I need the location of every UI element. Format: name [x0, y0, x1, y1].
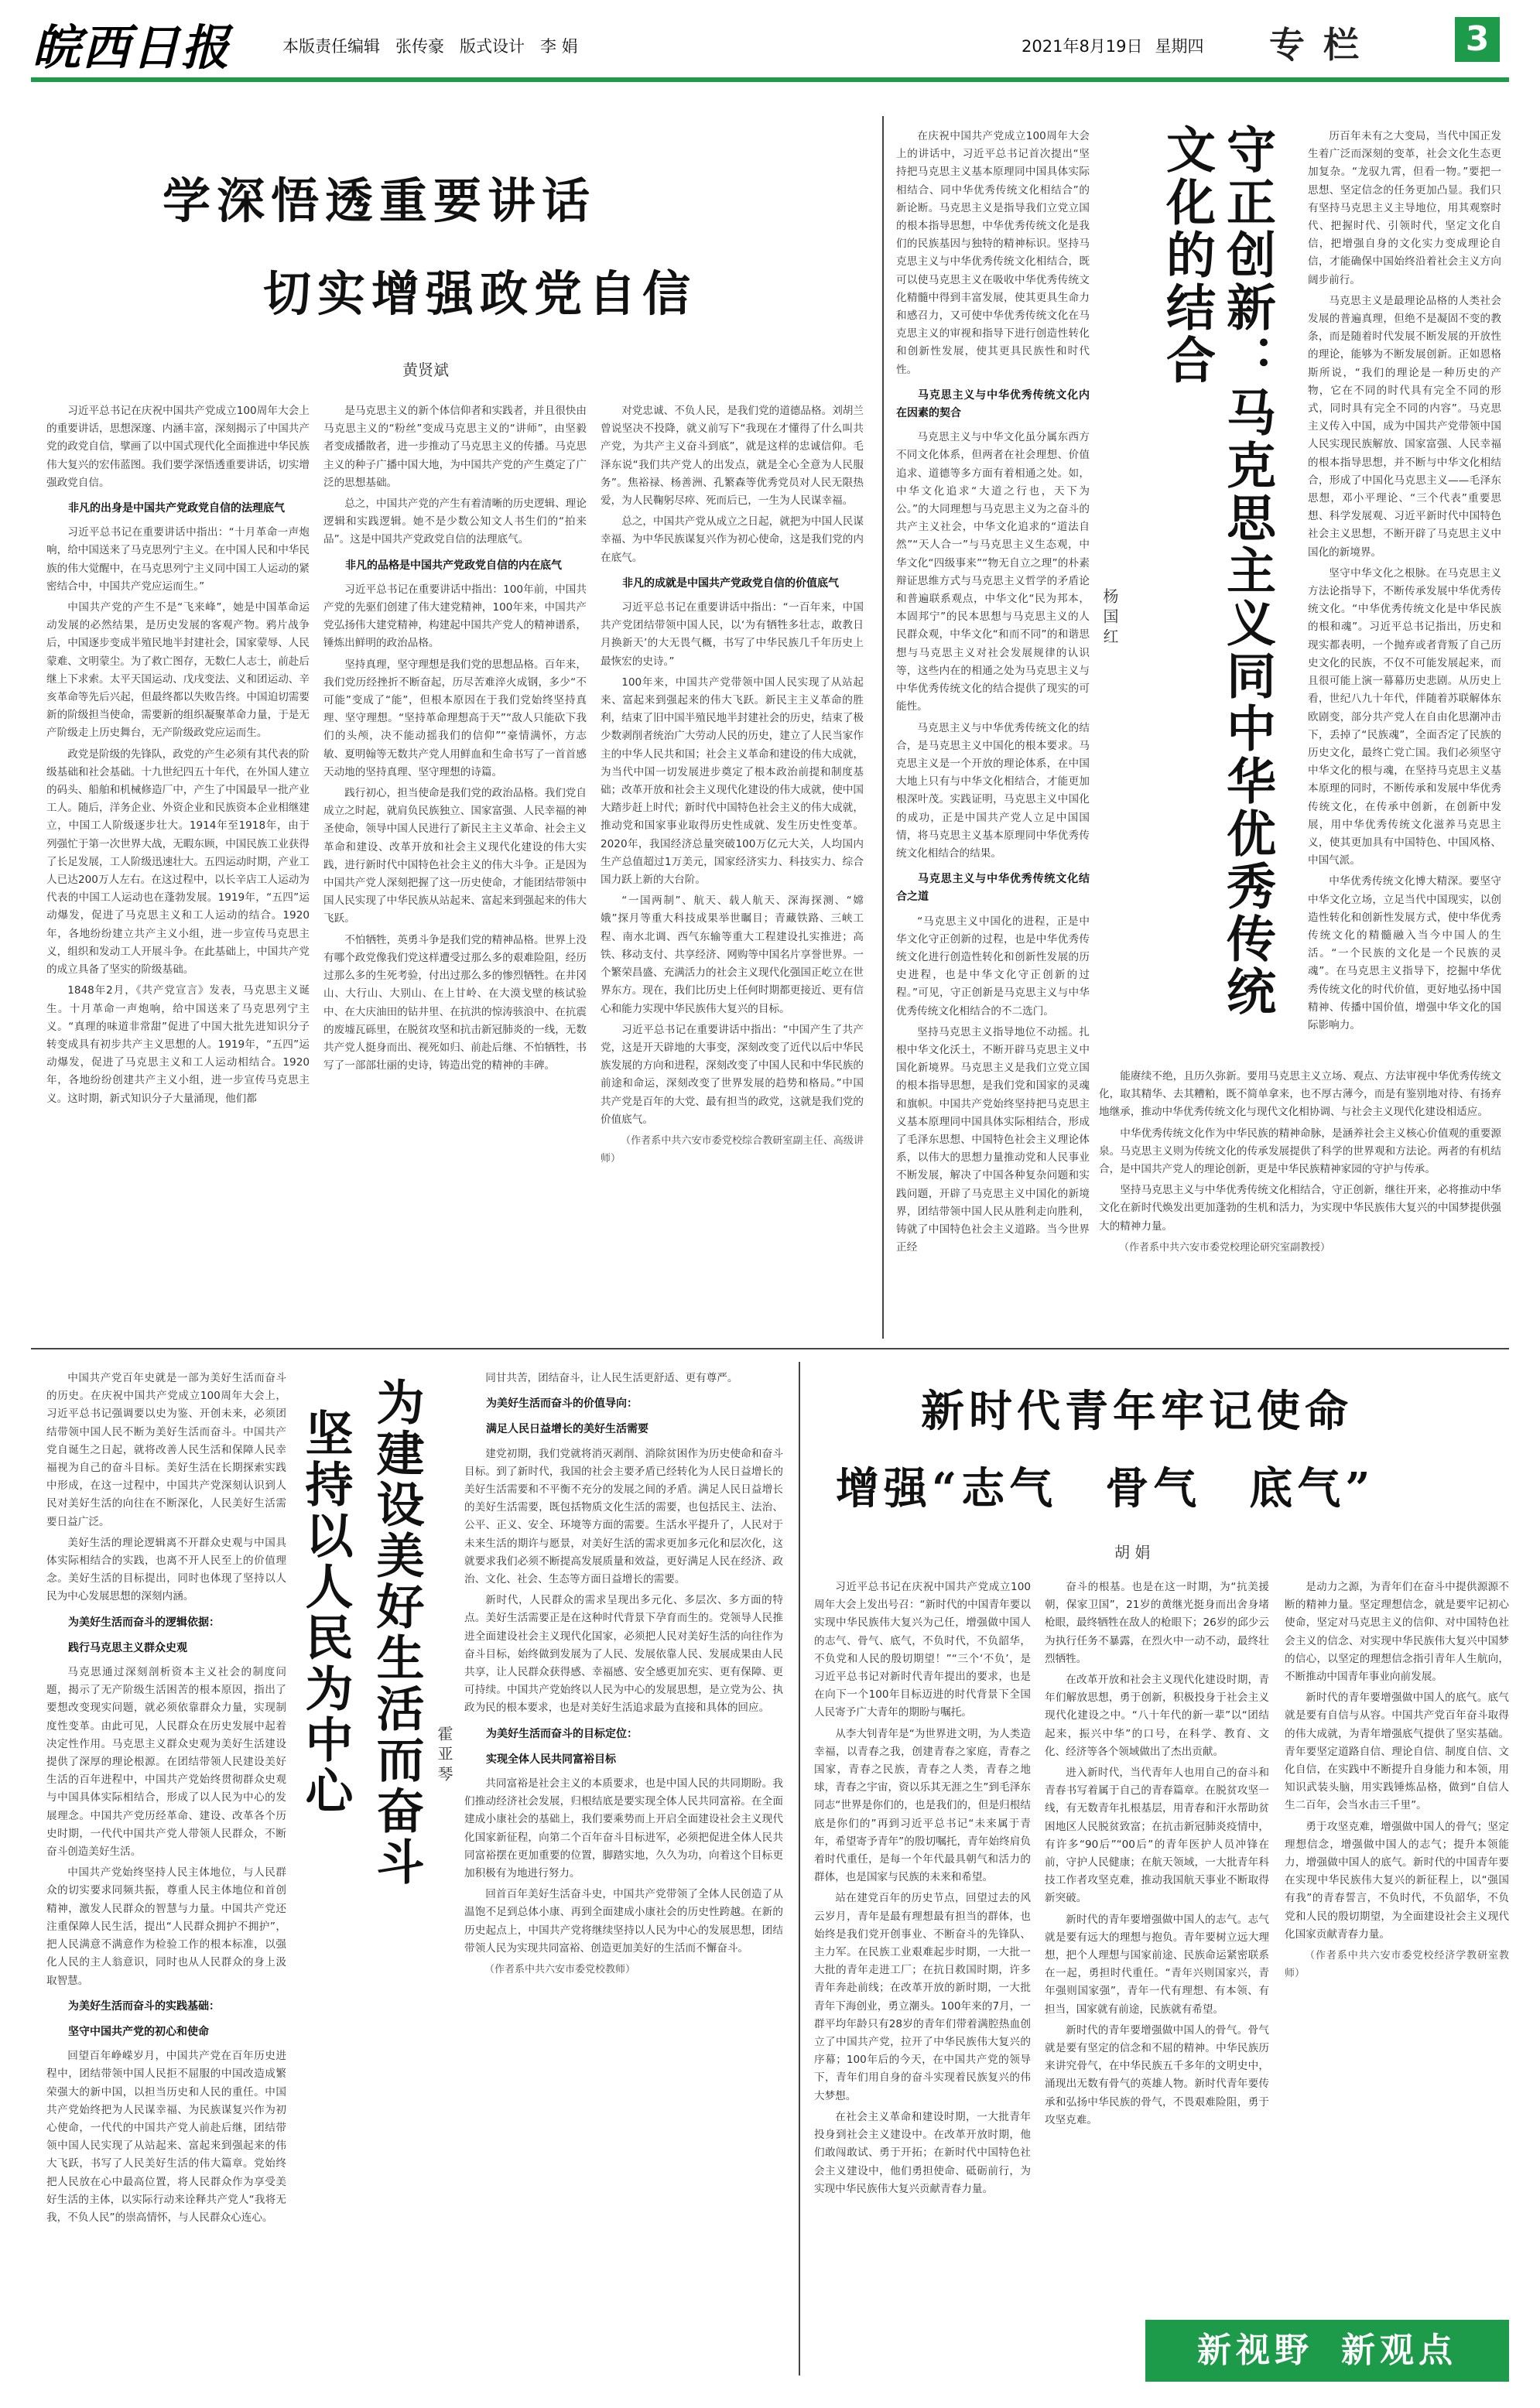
column-divider	[799, 1362, 800, 2376]
paragraph: 中国共产党百年史就是一部为美好生活而奋斗的历史。在庆祝中国共产党成立100周年大会上，习近平总书记强调要以史为鉴、开创未来，必须团结带领中国人民不断为美好生活而奋斗。中国共产党自诞生之日起，就将改善人民生活和保障人民幸福视为自己的奋斗目标。美好生活在长期探索实践中形成，在这一过程中，中国共产党深刻认识到人民对美好生活的向往在不断深化，人民美好生活需要日益广泛。	[46, 1372, 286, 1528]
paragraph: 在社会主义革命和建设时期，一大批青年投身到社会主义建设中。在改革开放时期，他们敢闯敢试、勇于开拓；在新时代中国特色社会主义建设中，他们勇担使命、砥砺前行，为实现中华民族伟大复兴贡献青春力量。	[814, 2110, 1031, 2195]
paragraph: 对党忠诚、不负人民，是我们党的道德品格。刘胡兰曾说坚决不投降，就义前写下“我现在才懂得了什么叫共产党，为共产主义奋斗到底”，就是这样的忠诚信仰。毛泽东说“我们共产党人的出发点，就是全心全意为人民服务”。焦裕禄、杨善洲、孔繁森等优秀党员对人民无限热爱，为人民鞠躬尽瘁、死而后已，一生为人民谋幸福。	[601, 405, 864, 508]
paragraph: 坚守中华文化之根脉。在马克思主义方法论指导下，不断传承发展中华优秀传统文化。“中华优秀传统文化是中华民族的根和魂”。习近平总书记指出，历史和现实都表明，一个抛弃或者背叛了自己历史文化的民族，不仅不可能发展起来，而且很可能上演一幕幕历史悲剧。从历史上看，世纪八九十年代，伴随着苏联解体东欧剧变，部分共产党人在自由化思潮冲击下，丢掉了“民族魂”，全面否定了民族的历史文化，最终亡党亡国。我们必须坚守中华文化的根与魂，在坚持马克思主义基本原理的同时，不断传承和发展中华优秀传统文化，在传承中创新，在创新中发展，用中华优秀传统文化滋养马克思主义，使其更加具有中国特色、中国风格、中国气派。	[1308, 566, 1501, 867]
paragraph: 建党初期，我们党就将消灭剥削、消除贫困作为历史使命和奋斗目标。到了新时代，我国的社会主要矛盾已经转化为人民日益增长的美好生活需要和不平衡不充分的发展之间的矛盾。满足人民日益增长的美好生活需要，既包括物质文化生活的需要，也包括民主、法治、公平、正义、安全、环境等方面的需要。生活水平提升了，人民对于未来生活的期许与愿景，对美好生活的需求更加多元化和层次化，这就要求我们必须不断提高发展质量和效益，更好满足人民在经济、政治、文化、社会、生态等方面日益增长的需要。	[464, 1447, 783, 1586]
paragraph: 新时代的青年要增强做中国人的骨气。骨气就是要有坚定的信念和不屈的精神。中华民族历来讲究骨气，在中华民族五千多年的文明史中，涌现出无数有骨气的英雄人物。新时代青年要传承和弘扬中华民族的骨气，不畏艰难险阻，勇于攻坚克难。	[1045, 2023, 1269, 2126]
issue-weekday: 星期四	[1155, 37, 1204, 56]
paragraph: 是动力之源，为青年们在奋斗中提供源源不断的精神力量。坚定理想信念，就是要牢记初心使命，坚定对马克思主义的信仰、对中国特色社会主义的信念、对实现中华民族伟大复兴中国梦的信心，以坚定的理想信念指引青年人生航向，不断推动中国青年事业向前发展。	[1285, 1581, 1509, 1684]
paragraph: 坚持真理，坚守理想是我们党的思想品格。百年来，我们党历经挫折不断奋起，历尽苦难淬火成钢，多少“不可能”变成了“能”，但根本原因在于我们党始终坚持真理、坚守理想。“坚持革命理想高于天”“敌人只能砍下我们的头颅，决不能动摇我们的信仰”“豪情满怀，方志敏、夏明翰等无数共产党人用鲜血和生命书写了一首首感天动地的坚持真理、坚守理想的诗篇。	[323, 658, 587, 778]
paragraph: 总之，中国共产党的产生有着清晰的历史逻辑、理论逻辑和实践逻辑。她不是少数公知文人书生们的“拍来品”。这是中国共产党政党自信的法理底气。	[323, 498, 587, 546]
article-2-column-1	[896, 128, 1090, 1335]
paragraph: 习近平总书记在重要讲话中指出：“一百年来，中国共产党团结带领中国人民，以‘为有牺牲多壮志，敢教日月换新天’的大无畏气概，书写了中华民族几千年历史上最恢宏的史诗。”	[601, 601, 864, 668]
article-1-column-3	[601, 402, 864, 1331]
paragraph: 新时代，人民群众的需求呈现出多元化、多层次、多方面的特点。美好生活需要正是在这种时代背景下孕育而生的。党领导人民推进全面建设社会主义现代化国家，必须把人民对美好生活的向往作为奋斗目标，始终做到发展为了人民、发展依靠人民、发展成果由人民共享，让人民群众获得感、幸福感、安全感更加充实、更有保障、更可持续。中国共产党始终以人民为中心的发展思想，是立党为公、执政为民的根本要求，也是对美好生活追求最为直接和具体的回应。	[464, 1594, 783, 1715]
paragraph: 能赓续不绝，且历久弥新。要用马克思主义立场、观点、方法审视中华优秀传统文化，取其精华、去其糟粕，既不简单拿来，也不厚古薄今，而是有鉴别地对待、有扬弃地继承，推动中华优秀传统文化与现代文化相协调、与社会主义现代化建设相适应。	[1099, 1070, 1501, 1119]
section-subheading: 为美好生活而奋斗的价值导向：	[486, 1397, 638, 1411]
article-4-byline: 胡 娟	[1114, 1543, 1151, 1561]
paragraph: 是马克思主义的新个体信仰者和实践者，并且很快由马克思主义的“粉丝”变成马克思主义的“讲师”，由坚毅者变成播散者，进一步推动了马克思主义的传播。马克思主义的种子广播中国大地，为中国共产党的产生奠定了广泛的思想基础。	[323, 405, 587, 489]
article-1-column-1	[46, 402, 310, 1331]
paragraph: 在改革开放和社会主义现代化建设时期，青年们解放思想，勇于创新，积极投身于社会主义现代化建设之中。“八十年代的新一辈”以“团结起来，振兴中华”的口号，在科学、教育、文化、经济等各个领域做出了杰出贡献。	[1045, 1674, 1269, 1758]
section-subheading: 实现全体人民共同富裕目标	[486, 1753, 616, 1766]
designer-label: 版式设计	[460, 37, 525, 56]
paragraph: 勇于攻坚克难，增强做中国人的骨气；坚定理想信念，增强做中国人的志气；提升本领能力，增强做中国人的底气。新时代的中国青年要在实现中华民族伟大复兴的新征程上，以“强国有我”的青春誓言，不负时代，不负韶华，不负党和人民的殷切期望，为全面建设社会主义现代化国家贡献青春力量。	[1285, 1820, 1509, 1941]
newspaper-logo: 皖西日报	[33, 19, 231, 76]
article-2-byline: 杨国红	[1100, 588, 1119, 648]
banner-left-text: 新视野	[1197, 2331, 1313, 2370]
paragraph: 总之，中国共产党从成立之日起，就把为中国人民谋幸福、为中华民族谋复兴作为初心使命，这是我们党的内在底气。	[601, 515, 864, 564]
masthead	[0, 0, 1540, 85]
masthead-rule	[31, 77, 1509, 82]
article-1-column-2	[323, 402, 587, 1331]
paragraph: 马克思主义是最理论品格的人类社会发展的普遍真理，但绝不是凝固不变的教条，而是随着时代发展不断发展的开放性的理论，能够为不断发展创新。正如恩格斯所说，“我们的理论是一种历史的产物，它在不同的时代具有完全不同的形式，同时具有完全不同的内容”。马克思主义传入中国，成为中国共产党带领中国人民实现民族解放、国家富强、人民幸福的根本指导思想，并不断与中华文化相结合，形成了中国化马克思主义——毛泽东思想，邓小平理论、“三个代表”重要思想、科学发展观、习近平新时代中国特色社会主义思想，不断开辟了马克思主义中国化的新境界。	[1308, 294, 1501, 559]
paragraph: 不怕牺牲，英勇斗争是我们党的精神品格。世界上没有哪个政党像我们党这样遭受过那么多的艰难险阻，经历过那么多的生死考验，付出过那么多的惨烈牺牲。在井冈山、大行山、大别山、在上甘岭、在大漠戈壁的核试验中、在大庆油田的钻井里、在抗洪的惊涛骇浪中、在抗震的废墟瓦砾里，在脱贫攻坚和抗击新冠肺炎的一线，无数共产党人挺身而出、视死如归、前赴后继、不怕牺牲，书写了一部部壮丽的史诗，铸造出党的精神的丰碑。	[323, 933, 587, 1072]
article-3-column-2	[464, 1370, 783, 2376]
article-1-byline: 黄贤斌	[402, 361, 449, 379]
section-subheading: 满足人民日益增长的美好生活需要	[486, 1423, 649, 1436]
editor-label: 本版责任编辑	[282, 37, 380, 56]
paragraph: 习近平总书记在庆祝中国共产党成立100周年大会上发出号召：“新时代的中国青年要以实现中华民族伟大复兴为己任，增强做中国人的志气、骨气、底气，不负时代，不负韶华，不负党和人民的殷切期望！”“三个‘不负’，是习近平总书记对新时代青年提出的要求，也是在向下一个100年目标迈进的时代背景下全国人民寄予广大青年的期盼与嘱托。	[814, 1581, 1031, 1719]
paragraph: 践行初心，担当使命是我们党的政治品格。我们党自成立之时起，就肩负民族独立、国家富强、人民幸福的神圣使命，领导中国人民进行了新民主主义革命、社会主义革命和建设、改革开放和社会主义现代化建设的伟大实践，进行新时代中国特色社会主义的伟大斗争。正是因为中国共产党人深刻把握了这一历史使命，才能团结带领中国人民实现了中华民族从站起来、富起来到强起来的伟大飞跃。	[323, 787, 587, 925]
paragraph: 马克思主义与中华文化虽分属东西方不同文化体系，但两者在社会理想、价值追求、道德等多方面有着相通之处。如，中华文化追求“大道之行也，天下为公。”的大同理想与马克思主义为之奋斗的共产主义社会，中华文化追求的“道法自然”“天人合一”与马克思主义生态观，中华文化“四级事来”“物无自立之理”的朴素辩证思维方式与马克思主义哲学的矛盾论和普遍联系观点，中华文化“民为邦本，本固邦宁”的民本思想与马克思主义的人民群众观，中华文化“和而不同”的和谐思想与马克思主义对社会发展规律的认识等，这些内在的相通之处为马克思主义与中华优秀传统文化的结合提供了现实的可能性。	[896, 431, 1090, 713]
article-4-column-1	[814, 1579, 1031, 2376]
paragraph: 100年来，中国共产党带领中国人民实现了从站起来、富起来到强起来的伟大飞跃。新民主主义革命的胜利，结束了旧中国半殖民地半封建社会的历史，结束了极少数剥削者统治广大劳动人民的历史，建立了人民当家作主的中华人民共和国；社会主义革命和建设的伟大成就，为当代中国一切发展进步奠定了根本政治前提和制度基础；改革开放和社会主义现代化建设的伟大成就，使中国大踏步赶上时代；新时代中国特色社会主义的伟大成就，推动党和国家事业取得历史性成就、发生历史性变革。2020年，我国经济总量突破100万亿元大关，人均国内生产总值超过1万美元，国家经济实力、科技实力、综合国力跃上新的大台阶。	[601, 676, 864, 887]
paragraph: 坚持马克思主义与中华优秀传统文化相结合，守正创新，继往开来，必将推动中华文化在新时代焕发出更加蓬勃的生机和活力，为实现中华民族伟大复兴的中国梦提供强大的精神力量。	[1099, 1184, 1501, 1233]
paragraph: 新时代的青年要增强做中国人的底气。底气就是要有自信与从容。中国共产党百年奋斗取得的伟大成就，为青年增强底气提供了坚实基础。青年要坚定道路自信、理论自信、制度自信、文化自信，在实践中不断提升自身能力和本领，用知识武装头脑，用实践锤炼品格，做到“自信人生二百年，会当水击三千里”。	[1285, 1691, 1509, 1812]
paragraph: 马克思主义与中华优秀传统文化的结合，是马克思主义中国化的根本要求。马克思主义是一个开放的理论体系，在中国大地上只有与中华文化相结合，才能更加根深叶茂。实践证明，马克思主义中国化的成功，正是中国共产党人立足中国国情，将马克思主义基本原理同中华优秀传统文化相结合的结果。	[896, 721, 1090, 860]
article-1-title-line-1: 学深悟透重要讲话	[163, 173, 597, 229]
article-3-title-column-2: 坚持以人民为中心	[297, 1408, 354, 1817]
paragraph: 习近平总书记在重要讲话中指出：“中国产生了共产党，这是开天辟地的大事变，深刻改变了近代以后中华民族发展的方向和进程，深刻改变了中国人民和中华民族的前途和命运，深刻改变了世界发展的趋势和格局。”中国共产党是百年的大党、最有担当的政党，这就是我们党的价值底气。	[601, 1023, 864, 1126]
paragraph: 政党是阶级的先锋队，政党的产生必须有其代表的阶级基础和社会基础。十九世纪四五十年代，在外国人建立的码头、船舶和机械修造厂中，产生了中国最早一批产业工人。随后，洋务企业、外资企业和民族资本企业相继建立，中国工人阶级逐步壮大。1914年至1918年，由于列强忙于第一次世界大战，无暇东顾，中国民族工业获得了长足发展，工人阶级迅速壮大。五四运动时期，产业工人已达200万人左右。在这过程中，以长辛店工人运动为代表的中国工人运动也在蓬勃发展。1919年，“五四”运动爆发，促进了马克思主义和工人运动的结合。1920年，各地纷纷建立共产主义小组，进一步宣传马克思主义，组织和发动工人开展斗争。在此基础上，中国共产党的成立具备了坚实的阶级基础。	[46, 747, 310, 977]
dateline	[1022, 34, 1217, 57]
article-2-column-2	[1308, 128, 1501, 1056]
article-2-title: 守正创新：马克思主义同中华优秀传统文化的结合	[1158, 124, 1276, 1018]
paragraph: “马克思主义中国化的进程，正是中华文化守正创新的过程，也是中华优秀传统文化进行创造性转化和创新性发展的历史进程，也是中华文化守正创新的过程。”可见，守正创新是马克思主义与中华优秀传统文化相结合的不二选门。	[896, 915, 1090, 1018]
paragraph: 从李大钊青年是“为世界进文明，为人类造幸福，以青春之我，创建青春之家庭，青春之国家，青春之民族，青春之人类，青春之地球，青春之宇宙，资以乐其无涯之生”到毛泽东同志“世界是你们的，也是我们的，但是归根结底是你们的”再到习近平总书记“未来属于青年，希望寄予青年”的殷切嘱托，青年始终肩负着时代重任，是每一个年代最具朝气和活力的群体，也是国家与民族的未来和希望。	[814, 1727, 1031, 1884]
paragraph: 习近平总书记在重要讲话中指出：100年前，中国共产党的先驱们创建了伟大建党精神，100年来，中国共产党弘扬伟大建党精神，构建起中国共产党人的精神谱系，锤炼出鲜明的政治品格。	[323, 583, 587, 650]
section-subheading: 马克思主义与中华优秀传统文化结合之道	[896, 873, 1090, 904]
author-note: （作者系中共六安市委党校理论研究室副教授）	[1119, 1241, 1331, 1254]
paragraph: 坚持马克思主义指导地位不动摇。扎根中华文化沃土，不断开辟马克思主义中国化新境界。马克思主义是我们立党立国的根本指导思想，是我们党和国家的灵魂和旗帜。中国共产党始终坚持把马克思主义基本原理同中国具体实际相结合，形成了毛泽东思想、中国特色社会主义理论体系，以伟大的思想力量推动党和人民事业不断发展，解决了中国各种复杂问题和实践问题，开辟了马克思主义中国化的新境界，团结带领中国人民从胜利走向胜利，铸就了中国特色社会主义道路。当今世界正经	[896, 1025, 1090, 1254]
paragraph: 奋斗的根基。也是在这一时期，为“抗美援朝，保家卫国”，21岁的黄继光挺身而出舍身堵枪眼，最终牺牲在敌人的枪眼下；26岁的邱少云为执行任务不暴露，在烈火中一动不动，最终壮烈牺牲。	[1045, 1581, 1269, 1665]
paragraph: 马克思通过深刻剖析资本主义社会的制度问题，揭示了无产阶级生活困苦的根本原因，指出了要想改变现实问题，就必须依靠群众力量，实现制度性变革。由此可见，人民群众在历史发展中起着决定性作用。马克思主义群众史观为美好生活建设提供了深厚的理论根源。在团结带领人民建设美好生活的百年进程中，中国共产党始终贯彻群众史观与中国具体实际相结合，形成了以人民为中心的发展理念。中国共产党历经革命、建设、改革各个历史时期，一代代中国共产党人带领人民群众，不断奋斗创造美好生活。	[46, 1666, 286, 1859]
banner-right-text: 新观点	[1341, 2331, 1457, 2370]
section-subheading: 坚守中国共产党的初心和使命	[68, 2025, 209, 2038]
article-3-column-1	[46, 1370, 286, 2376]
designer-name: 李 娟	[540, 37, 578, 56]
article-1-title-line-2: 切实增强政党自信	[263, 265, 697, 322]
paragraph: 新时代的青年要增强做中国人的志气。志气就是要有远大的理想与抱负。青年要树立远大理想，把个人理想与国家前途、民族命运紧密联系在一起，勇担时代重任。“青年兴则国家兴，青年强则国家强”，青年一代有理想、有本领、有担当，国家就有前途，民族就有希望。	[1045, 1913, 1269, 2016]
section-subheading: 非凡的出身是中国共产党政党自信的法理底气	[68, 502, 285, 515]
section-subheading: 为美好生活而奋斗的目标定位：	[486, 1727, 638, 1740]
article-2-column-3	[1099, 1068, 1501, 1335]
paragraph: 历百年未有之大变局，当代中国正发生着广泛而深刻的变革，社会文化生态更加复杂。“龙驭九霄，但看一物。”要把一思想、坚定信念的任务更加凸显。我们只有坚持马克思主义主导地位，用其观察时代、把握时代、引领时代，坚定文化自信，把增强自身的文化实力变成理论自信，才能确保中国始终沿着社会主义方向阔步前行。	[1308, 130, 1501, 286]
paragraph: 1848年2月，《共产党宣言》发表，马克思主义诞生。十月革命一声炮响，给中国送来了马克思列宁主义。“真理的味道非常甜”促进了中国大批先进知识分子转变成具有初步共产主义思想的人。1919年，“五四”运动爆发，促进了马克思主义和工人运动相结合。1920年，各地纷纷创建共产主义小组，进一步宣传马克思主义。这时期，新式知识分子大量涌现，他们都	[46, 984, 310, 1105]
page-number: 3	[1455, 17, 1500, 62]
article-3-byline: 霍亚琴	[435, 1726, 453, 1786]
section-subheading: 马克思主义与中华优秀传统文化内在因素的契合	[896, 388, 1090, 420]
paragraph: 中华优秀传统文化博大精深。要坚守中华文化立场，立足当代中国现实，以创造性转化和创新性发展方式，使中华优秀传统文化的精髓融入当今中国人的生活。“一个民族的文化是一个民族的灵魂”。在马克思主义指导下，挖掘中华优秀传统文化的时代价值，更好地弘扬中国精神、传播中国价值，增强中华文化的国际影响力。	[1308, 875, 1501, 1031]
article-4-column-2	[1045, 1579, 1269, 2376]
paragraph: 站在建党百年的历史节点，回望过去的风云岁月，青年是最有理想最有担当的群体，也始终是我们党开创事业、不断奋斗的先锋队、主力军。在民族工业艰难起步时期，一大批一大批的青年走进工厂；在抗日救国时期，许多青年奔赴前线；在改革开放的新时期，一大批青年下海创业，勇立潮头。100年来的7月，一群平均年龄只有28岁的青年们带着满腔热血创立了中国共产党，拉开了中华民族伟大复兴的序幕；100年后的今天，在中国共产党的领导下，青年们用自身的奋斗实现着民族复兴的伟大梦想。	[814, 1892, 1031, 2102]
paragraph: 习近平总书记在重要讲话中指出：“十月革命一声炮响，给中国送来了马克思列宁主义。在中国人民和中华民族的伟大觉醒中，在马克思列宁主义同中国工人运动的紧密结合中，中国共产党应运而生。”	[46, 526, 310, 593]
paragraph: 回望百年峥嵘岁月，中国共产党在百年历史进程中，团结带领中国人民拒不屈服的中国改造成繁荣强大的新中国，以担当历史和人民的重任。中国共产党始终把为人民谋幸福、为民族谋复兴作为初心使命，一代代的中国共产党人前赴后继，团结带领中国人民实现了从站起来、富起来到强起来的伟大飞跃，书写了人民美好生活的伟大篇章。党始终把人民放在心中最高位置，将人民群众作为享受美好生活的主体，以实际行动来诠释共产党人“我将无我，不负人民”的崇高情怀，与人民群众心连心。	[46, 2050, 286, 2224]
paragraph: 美好生活的理论逻辑离不开群众史观与中国具体实际相结合的实践，也离不开人民至上的价值理念。美好生活的目标提出，同时也体现了坚持以人民为中心发展思想的深刻内涵。	[46, 1536, 286, 1603]
paragraph: “一国两制”、航天、载人航天、深海探测、“嫦娥”探月等重大科技成果举世瞩目；青藏铁路、三峡工程、南水北调、西气东输等重大工程建设扎实推进；高铁、移动支付、共享经济、网购等中国名片享誉世界。一个繁荣昌盛、充满活力的社会主义现代化强国正屹立在世界东方。现在，我们比历史上任何时期都更接近、更有信心和能力实现中华民族伟大复兴的目标。	[601, 894, 864, 1015]
editor-credits	[282, 34, 594, 57]
paragraph: 中华优秀传统文化作为中华民族的精神命脉，是涵养社会主义核心价值观的重要源泉。马克思主义则为传统文化的传承发展提供了科学的世界观和方法论。两者的有机结合，是中国共产党人的理论创新，更是中华民族精神家园的守护与传承。	[1099, 1127, 1501, 1176]
section-subheading: 非凡的成就是中国共产党政党自信的价值底气	[622, 576, 839, 590]
section-subheading: 非凡的品格是中国共产党政党自信的内在底气	[345, 559, 562, 572]
section-divider	[31, 1348, 1509, 1349]
column-divider	[882, 116, 884, 1339]
article-3-title-column-1: 为建设美好生活而奋斗	[368, 1377, 425, 1888]
section-subheading: 践行马克思主义群众史观	[68, 1641, 187, 1654]
author-note: （作者系中共六安市委党校经济学教研室教师）	[1285, 1950, 1509, 1980]
author-note: （作者系中共六安市委党校教师）	[484, 1964, 636, 1976]
section-subheading: 为美好生活而奋斗的实践基础：	[68, 1999, 220, 2013]
section-subheading: 为美好生活而奋斗的逻辑依据：	[68, 1616, 220, 1629]
issue-date: 2021年8月19日	[1022, 37, 1143, 56]
section-name: 专栏	[1269, 24, 1377, 66]
paragraph: 共同富裕是社会主义的本质要求，也是中国人民的共同期盼。我们推动经济社会发展，归根结底是要实现全体人民共同富裕。在全面建成小康社会的基础上，我们要乘势而上开启全面建设社会主义现代化国家新征程，向第二个百年奋斗目标进军，必须把促进全体人民共同富裕摆在更加重要的位置，脚踏实地，久久为功，向着这个目标更加积极有为地进行努力。	[464, 1777, 783, 1880]
article-4-title-line-2: 增强“志气 骨气 底气”	[836, 1463, 1375, 1514]
paragraph: 在庆祝中国共产党成立100周年大会上的讲话中，习近平总书记首次提出“坚持把马克思主义基本原理同中国具体实际相结合、同中华优秀传统文化相结合”的新论断。马克思主义是指导我们立党立国的根本指导思想，中华优秀传统文化是我们的民族基因与独特的精神标识。坚持马克思主义与中华优秀传统文化相结合，既可以使马克思主义在吸收中华优秀传统文化精髓中得到丰富发展，使其更具生命力和感召力，又可使中华优秀传统文化在马克思主义的审视和指导下进行创造性转化和创新性发展，使其更具民族性和时代性。	[896, 130, 1090, 376]
editor-name: 张传豪	[395, 37, 444, 56]
author-note: （作者系中共六安市委党校综合教研室副主任、高级讲师）	[601, 1134, 864, 1165]
paragraph: 同甘共苦，团结奋斗，让人民生活更舒适、更有尊严。	[485, 1372, 738, 1384]
paragraph: 回首百年美好生活奋斗史，中国共产党带领了全体人民创造了从温饱不足到总体小康、再到全面建成小康社会的历史性跨越。在新的历史起点上，中国共产党将继续坚持以人民为中心的发展思想，团结带领人民为实现共同富裕、创造更加美好的生活而不懈奋斗。	[464, 1888, 783, 1955]
article-4-title-line-1: 新时代青年牢记使命	[921, 1386, 1353, 1437]
new-vision-banner	[1145, 2320, 1509, 2382]
paragraph: 进入新时代，当代青年人也用自己的奋斗和青春书写着属于自己的青春篇章。在脱贫攻坚一线，有无数青年扎根基层，用青春和汗水帮助贫困地区人民脱贫致富；在抗击新冠肺炎疫情中，有许多“90后”“00后”的青年医护人员冲锋在前，守护人民健康；在航天领域，一大批青年科技工作者攻坚克难，推动我国航天事业不断取得新突破。	[1045, 1767, 1269, 1905]
paragraph: 中国共产党始终坚持人民主体地位，与人民群众的切实要求同频共振，尊重人民主体地位和首创精神，激发人民群众的智慧与力量。中国共产党还注重保障人民生活，提出“人民群众拥护不拥护”，把人民满意不满意作为检验工作的根本标准，以强化人民的主人翁意识，同时也从人民群众的身上汲取智慧。	[46, 1866, 286, 1987]
paragraph: 习近平总书记在庆祝中国共产党成立100周年大会上的重要讲话，思想深邃、内涵丰富，深刻揭示了中国共产党的政党自信，擘画了以中国式现代化全面推进中华民族伟大复兴的宏伟蓝图。我们要学深悟透重要讲话，切实增强政党自信。	[46, 405, 310, 489]
article-4-column-3	[1285, 1579, 1509, 2314]
paragraph: 中国共产党的产生不是“飞来峰”，她是中国革命运动发展的必然结果，是历史发展的客观产物。鸦片战争后，中国逐步变成半殖民地半封建社会，国家蒙辱、人民蒙难、文明蒙尘。为了救亡图存，无数仁人志士，前赴后继上下求索。太平天国运动、戊戌变法、义和团运动、辛亥革命等先后兴起，但最终都以失败告终。中国迫切需要新的阶级担当使命，需要新的组织凝聚革命力量，于是无产阶级走上历史舞台，无产阶级政党应运而生。	[46, 601, 310, 740]
